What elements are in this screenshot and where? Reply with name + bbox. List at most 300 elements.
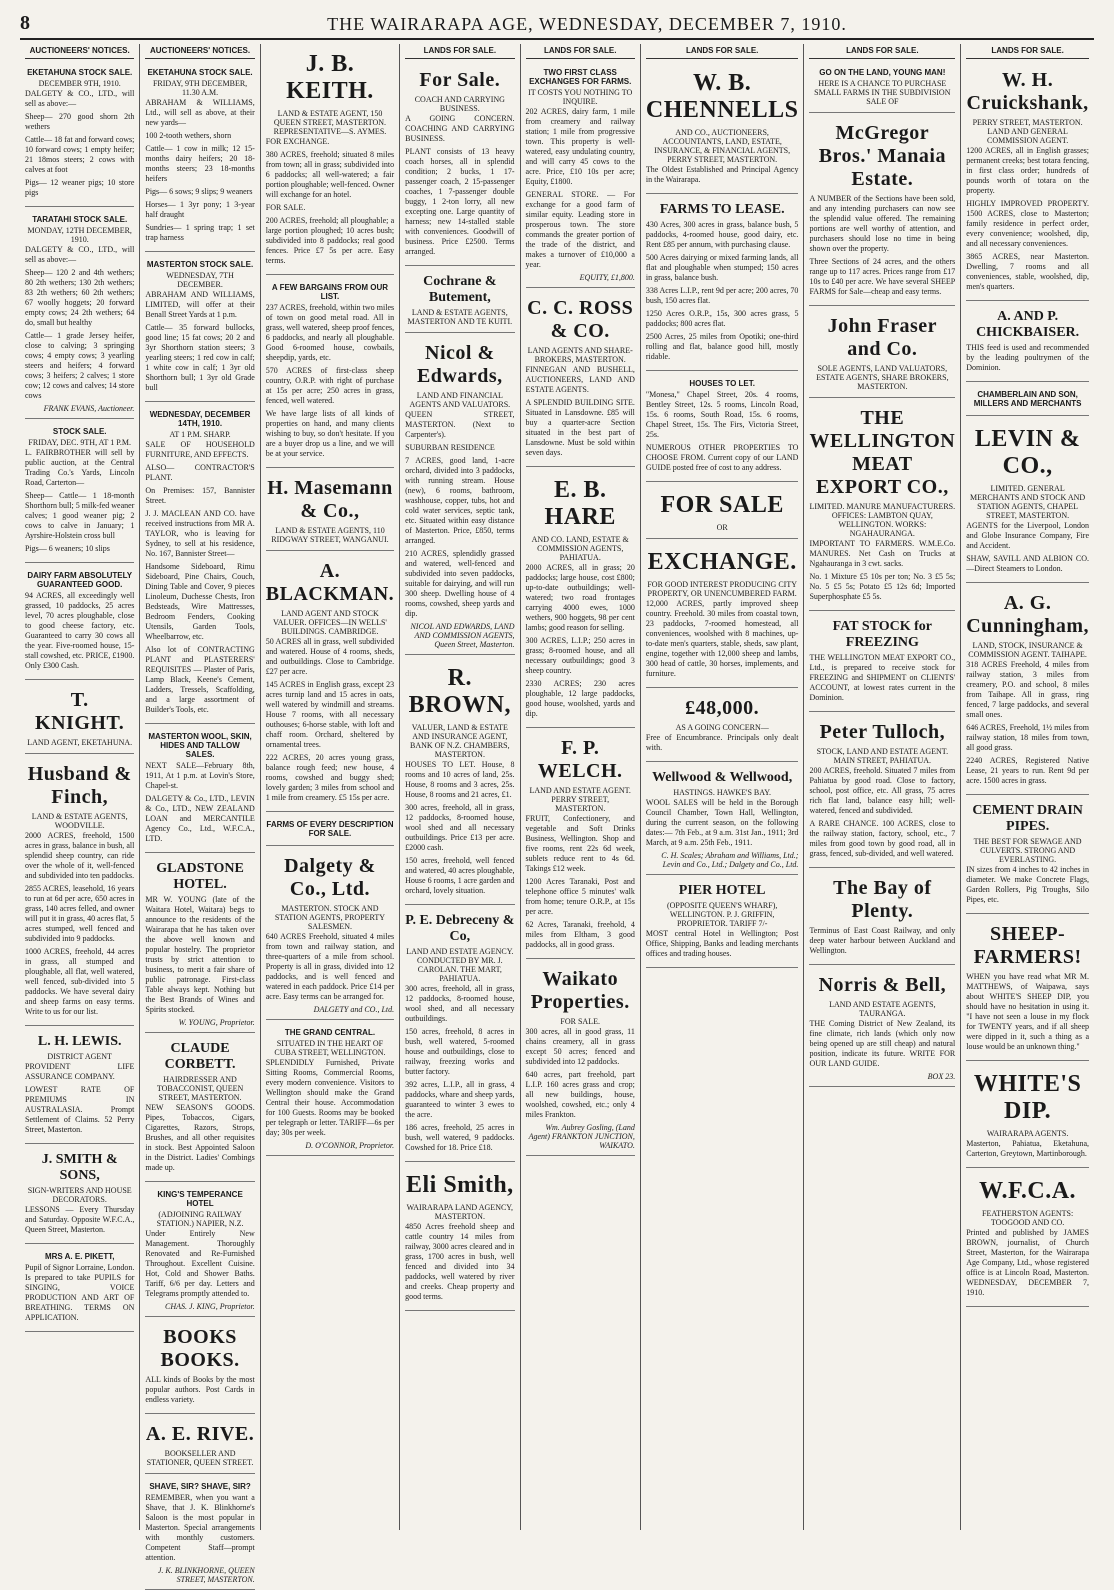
advertisement <box>966 385 1089 416</box>
advertisement <box>966 1064 1089 1168</box>
ad-title: LEVIN & CO., <box>974 426 1081 479</box>
ad-title: A. G. Cunningham, <box>966 592 1089 637</box>
ad-paragraph: QUEEN STREET, MASTERTON. (Next to Carpenter's). <box>405 410 515 439</box>
ad-title: PIER HOTEL <box>678 883 766 898</box>
ad-title: Eli Smith, <box>405 1172 514 1198</box>
ad-body <box>145 440 254 715</box>
ad-body <box>25 89 134 198</box>
ad-body <box>145 895 254 1015</box>
ad-body <box>405 984 514 1153</box>
ad-body <box>25 1205 134 1235</box>
ad-paragraph: 300 acres, all in good grass, 11 chains creamery, all in grass except 50 acres; fenced and subdivided into 12 paddocks. <box>525 1027 635 1066</box>
ad-title: A. AND P. CHICKBAISER. <box>976 309 1080 340</box>
ad-subtitle: DECEMBER 9TH, 1910. <box>38 79 121 88</box>
ad-subtitle: OR <box>716 523 728 532</box>
ad-subtitle: LAND AGENT, EKETAHUNA. <box>27 738 133 747</box>
advertisement <box>526 63 635 288</box>
ad-signature: D. O'CONNOR, Proprietor. <box>305 1141 395 1150</box>
advertisement <box>809 401 955 611</box>
ad-paragraph: Cattle— 18 fat and forward cows; 10 forward cows; 1 empty heifer; 21 18mos steers; 2 cows with calves at foot <box>25 135 135 174</box>
ad-paragraph: 7 ACRES, good land, 1-acre orchard, divided into 3 paddocks, with running stream. House (new), 6 rooms, bathroom, washhouse, copper, tubs, hot and cold water services, septic tank, etc. Situated within easy distance of Masterton. Price, £850, terms arranged. <box>405 456 515 545</box>
ad-paragraph: 338 Acres L.I.P., rent 9d per acre; 200 acres, 70 bush, 150 acres flat. <box>645 286 799 305</box>
ad-paragraph: 2240 ACRES, Registered Native Lease, 21 years to run. Rent 9d per acre. 1500 acres in grass. <box>966 756 1089 785</box>
masthead <box>20 10 1094 40</box>
ad-body <box>145 98 254 243</box>
advertisement <box>966 1171 1089 1307</box>
ad-title: L. H. LEWIS. <box>37 1034 122 1049</box>
ad-body <box>405 1222 514 1302</box>
advertisement <box>405 1165 514 1311</box>
columns <box>20 44 1094 1584</box>
ad-subtitle: AS A GOING CONCERN— <box>675 723 769 732</box>
ad-title: FOR SALE <box>660 492 784 518</box>
ad-paragraph: THE Coming District of New Zealand, its fine climate, rich lands (which only now being opened up are still cheap) and natural position, indicate its future. WRITE FOR OUR LAND GUIDE. <box>809 1019 956 1068</box>
advertisement <box>266 44 394 275</box>
ad-paragraph: Pigs— 6 weaners; 10 slips <box>25 544 110 553</box>
ad-body <box>966 343 1089 373</box>
ad-body <box>526 1027 635 1120</box>
ad-body <box>526 814 635 950</box>
ad-paragraph: HOUSES TO LET. House, 8 rooms and 10 acres of land, 25s. House, 8 rooms and 3 acres, 25s. House, 8 rooms and 21 acres, £1. <box>405 760 515 799</box>
ad-title: F. P. WELCH. <box>537 737 623 782</box>
ad-paragraph: L. FAIRBROTHER will sell by public auction, at the Central Trading Co.'s Yards, Lincoln Road, Carterton— <box>25 448 135 487</box>
ad-paragraph: 2330 ACRES; 230 acres ploughable, 12 large paddocks, good house, woolshed, yards and dip. <box>525 679 635 718</box>
ad-body <box>966 972 1089 1052</box>
ad-body <box>966 146 1089 292</box>
advertisement <box>405 658 514 905</box>
ad-paragraph: 300 ACRES, L.I.P.; 250 acres in grass; 8-roomed house, and all necessary outbuildings; good 3 sheep country. <box>525 636 635 675</box>
column-7 <box>804 44 961 1530</box>
ad-body <box>405 114 514 257</box>
ad-paragraph: A SPLENDID BUILDING SITE. Situated in Lansdowne. £85 will buy a quarter-acre Section situated in the best part of Lansdowne. Must be sold within seven days. <box>525 398 635 457</box>
column-header: AUCTIONEERS' NOTICES. <box>25 44 134 59</box>
ad-paragraph: Pigs— 6 sows; 9 slips; 9 weaners <box>145 187 253 196</box>
advertisement <box>405 336 514 655</box>
ad-subtitle: BOOKSELLER AND STATIONER, QUEEN STREET. <box>146 1449 254 1467</box>
advertisement <box>646 765 799 875</box>
ad-paragraph: 50 ACRES all in grass, well subdivided and watered. House of 4 rooms, sheds, and outbuildings. Close to Cambridge. £27 per acre. <box>265 637 395 676</box>
column-8 <box>961 44 1094 1530</box>
column-2 <box>140 44 260 1584</box>
ad-subtitle: FRIDAY, 9TH DECEMBER, 11.30 A.M. <box>152 79 248 97</box>
ad-paragraph: Sheep— 120 2 and 4th wethers; 80 2th wethers; 130 2th wethers; 83 2th wethers; 60 2th wethers; 67 woolly hoggets; 20 forward empty cows; 24 2th wethers; 64 do, small but healthy <box>25 268 135 327</box>
ad-signature: Wm. Aubrey Gosling, (Land Agent) FRANKTON JUNCTION, WAIKATO. <box>528 1123 635 1150</box>
ad-paragraph: LESSONS — Every Thursday and Saturday. Opposite W.F.C.A., Queen Street, Masterton. <box>25 1205 135 1234</box>
ad-subtitle: LAND AND ESTATE AGENCY. CONDUCTED BY MR. J. CAROLAN. THE MART, PAHIATUA. <box>406 947 514 983</box>
ad-paragraph: Pupil of Signor Lorraine, London. Is prepared to take PUPILS for SINGING, VOICE PRODUCTION AND ART OF BREATHING. TERMS ON APPLICATION. <box>25 1263 135 1322</box>
advertisement <box>966 798 1089 914</box>
ad-subtitle: LAND AGENTS AND SHARE-BROKERS, MASTERTON. <box>527 346 633 364</box>
ad-title: GO ON THE LAND, YOUNG MAN! <box>819 68 946 77</box>
ad-paragraph: FRUIT, Confectionery, and vegetable and Soft Drinks Business, Wellington. Shop and five rooms, rent 22s 6d week, sublets reduce rent to 4s 6d. Takings £12 week. <box>525 814 635 873</box>
advertisement <box>25 757 134 1026</box>
advertisement <box>809 968 955 1087</box>
ad-title: Dalgety & Co., Ltd. <box>284 855 376 900</box>
advertisement <box>266 849 394 1020</box>
ad-paragraph: ABRAHAM AND WILLIAMS, LIMITED, will offer at their Benall Street Yards at 1 p.m. <box>145 290 255 319</box>
ad-subtitle: VALUER, LAND & ESTATE AND INSURANCE AGENT, BANK OF N.Z. CHAMBERS, MASTERTON. <box>410 723 510 759</box>
ad-subtitle: WAIRARAPA AGENTS. <box>986 1129 1069 1138</box>
column-header: LANDS FOR SALE. <box>526 44 635 59</box>
ad-title: CLAUDE CORBETT. <box>164 1041 236 1072</box>
ad-title: EKETAHUNA STOCK SALE. <box>147 68 253 77</box>
ad-title: R. BROWN, <box>408 665 511 718</box>
ad-title: KING'S TEMPERANCE HOTEL <box>157 1190 243 1208</box>
column-5 <box>521 44 641 1530</box>
ad-paragraph: 646 ACRES, Freehold, 1½ miles from railway station, 18 miles from town, all good grass. <box>966 723 1089 752</box>
newspaper-title: THE WAIRARAPA AGE, WEDNESDAY, DECEMBER 7, 1910. <box>327 14 847 34</box>
ad-paragraph: Cattle— 35 forward bullocks, good line; 15 fat cows; 20 2 and 3yr Shorthorn station steers; 3 yearling steers; 1 red cow in calf; 1 white cow in calf; 1 3yr old Shorthorn bull; 1 3yr old Grade bull <box>145 323 255 392</box>
ad-title: W. B. CHENNELLS <box>645 70 799 123</box>
ad-paragraph: IMPORTANT TO FARMERS. W.M.E.Co. MANURES. Net Cash on Trucks at Ngahauranga in 3 cwt. sacks. <box>809 539 956 568</box>
ad-paragraph: WOOL SALES will be held in the Borough Council Chamber, Town Hall, Wellington, during the current season, on the following dates:— 7th Feb., at 9 a.m. 31st Jan., 1911; 3rd March, at 9 a.m. 25th Feb., 1911. <box>645 798 799 847</box>
ad-subtitle: LAND AND ESTATE AGENT. PERRY STREET, MASTERTON. <box>529 786 631 813</box>
ad-signature: BOX 23. <box>927 1072 956 1081</box>
ad-subtitle: LAND AND FINANCIAL AGENTS AND VALUATORS. <box>409 391 511 409</box>
advertisement <box>646 691 799 762</box>
ad-subtitle: LAND, STOCK, INSURANCE & COMMISSION AGENT. TAIHAPE. <box>968 641 1087 659</box>
advertisement <box>25 1029 134 1144</box>
ad-signature: DALGETY and CO., Ltd. <box>313 1005 395 1014</box>
ad-paragraph: 300 acres, freehold, all in grass, 12 paddocks, 8-roomed house, wool shed, and all necessary outbuildings. <box>405 984 515 1023</box>
advertisement <box>266 471 394 551</box>
ad-paragraph: DALGETY & CO., LTD., will sell as above:— <box>25 245 135 264</box>
advertisement <box>25 63 134 207</box>
ad-signature: NICOL AND EDWARDS, LAND AND COMMISSION AGENTS, Queen Street, Masterton. <box>410 622 515 649</box>
column-header: LANDS FOR SALE. <box>405 44 514 59</box>
ad-body <box>809 766 955 859</box>
ad-subtitle: HERE IS A CHANCE TO PURCHASE SMALL FARMS IN THE SUBDIVISION SALE OF <box>814 79 951 106</box>
ad-paragraph: We have large lists of all kinds of properties on hand, and many clients wishing to buy, so don't hesitate. If you are a buyer drop us a line, and we will be at your service. <box>265 409 395 458</box>
ad-title: BOOKS BOOKS. <box>160 1326 240 1371</box>
ad-paragraph: NUMEROUS OTHER PROPERTIES TO CHOOSE FROM. Current copy of our LAND GUIDE posted free of cost to any address. <box>645 443 799 472</box>
ad-body <box>25 448 134 554</box>
ad-paragraph: 640 acres, part freehold, part L.I.P. 160 acres grass and crop; all new buildings, house, woolshed, cowshed, etc.; only 4 miles Frankton. <box>525 1070 635 1119</box>
ad-paragraph: The Oldest Established and Principal Agency in the Wairarapa. <box>645 165 799 184</box>
ad-title: DAIRY FARM ABSOLUTELY GUARANTEED GOOD. <box>27 571 133 589</box>
ad-title: SHEEP-FARMERS! <box>973 923 1082 968</box>
ad-body <box>966 1228 1089 1298</box>
ad-title: Norris & Bell, <box>818 974 947 996</box>
ad-body <box>966 865 1089 905</box>
advertisement <box>809 309 955 398</box>
advertisement <box>145 1185 254 1317</box>
ad-paragraph: 62 Acres, Taranaki, freehold, 4 miles from Eltham, 3 good paddocks, all in good grass. <box>525 920 635 949</box>
column-1 <box>20 44 140 1530</box>
ad-title: CEMENT DRAIN PIPES. <box>972 803 1083 834</box>
ad-body <box>526 107 635 270</box>
advertisement <box>809 63 955 113</box>
ad-paragraph: DALGETY & CO., LTD., will sell as above:— <box>25 89 135 108</box>
ad-signature: CHAS. J. KING, Proprietor. <box>165 1302 255 1311</box>
ad-title: Cochrane & Butement, <box>423 274 497 305</box>
ad-paragraph: Pigs— 12 weaner pigs; 10 store pigs <box>25 178 135 197</box>
ad-title: SHAVE, SIR? SHAVE, SIR? <box>149 1482 251 1491</box>
ad-body <box>646 390 799 473</box>
ad-title: THE GRAND CENTRAL. <box>284 1028 376 1037</box>
ad-title: A FEW BARGAINS FROM OUR LIST. <box>271 283 389 301</box>
advertisement <box>526 470 635 728</box>
ad-paragraph: 202 ACRES, dairy farm, 1 mile from creamery and railway station; 1 mile from progressive town. This property is well-watered, easy undulating country, and will carry 45 cows to the acre. Price, £10 10s per acre; Equity, £1800. <box>525 107 635 186</box>
advertisement <box>646 878 799 968</box>
ad-body <box>646 929 799 959</box>
ad-title: E. B. HARE <box>544 477 616 530</box>
advertisement <box>646 63 799 194</box>
advertisement <box>25 566 134 680</box>
ad-paragraph: WHEN you have read what MR M. MATTHEWS, of Waipawa, says about WHITE'S SHEEP DIP, you should have no hesitation in using it. "I have not seen a louse in my flock for TWENTY years, and if all sheep were dipped in it, such a thing as a louse would be an unknown thing." <box>966 972 1089 1051</box>
advertisement <box>646 374 799 482</box>
ad-subtitle: COACH AND CARRYING BUSINESS. <box>414 95 505 113</box>
ad-title: MRS A. E. PIKETT, <box>44 1252 115 1261</box>
ad-title: For Sale. <box>419 69 501 91</box>
ad-paragraph: ALSO— CONTRACTOR'S PLANT. <box>145 463 255 482</box>
ad-paragraph: 318 ACRES Freehold, 4 miles from railway station, 3 miles from creamery, P.O. and school, 8 miles from Taihape. All in grass, ring fenced, 7 large paddocks, and several small ones. <box>966 660 1089 719</box>
advertisement <box>526 291 635 467</box>
advertisement <box>25 210 134 419</box>
ad-title: Husband & Finch, <box>27 763 132 808</box>
ad-paragraph: MR W. YOUNG (late of the Waitara Hotel, Waitara) begs to announce to the residents of the Wairarapa that he has taken over the above well known and popular hostelry. The proprietor trusts by strict attention to business, to merit a fair share of public patronage. First-class Table always kept. Nothing but the Best Brands of Wines and Spirits stocked. <box>145 895 255 1014</box>
ad-paragraph: Free of Encumbrance. Principals only dealt with. <box>645 733 799 752</box>
ad-title: CHAMBERLAIN AND SON, MILLERS AND MERCHANTS <box>973 390 1082 408</box>
ad-paragraph: DALGETY & Co., LTD., LEVIN & Co., LTD., NEW ZEALAND LOAN and MERCANTILE Agency Co., Ltd., W.F.C.A., LTD. <box>145 794 255 843</box>
advertisement <box>966 586 1089 795</box>
ad-body <box>145 761 254 844</box>
advertisement <box>266 554 394 812</box>
ad-body <box>25 831 134 1017</box>
ad-paragraph: MOST central Hotel in Wellington; Post Office, Shipping, Banks and leading merchants offices and trading houses. <box>645 929 799 958</box>
ad-paragraph: HIGHLY IMPROVED PROPERTY. 1500 ACRES, close to Masterton; family residence in perfect order, every convenience; woolshed, dip, and all necessary conveniences. <box>966 199 1089 248</box>
ad-title: The Bay of Plenty. <box>833 877 932 922</box>
advertisement <box>25 422 134 563</box>
ad-subtitle: STOCK, LAND AND ESTATE AGENT. MAIN STREET, PAHIATUA. <box>816 747 949 765</box>
ad-title: MASTERTON WOOL, SKIN, HIDES AND TALLOW SALES. <box>148 732 252 759</box>
ad-paragraph: 150 acres, freehold, well fenced and watered, 40 acres ploughable, House 6 rooms, 1 acre garden and orchard, lovely situation. <box>405 856 515 895</box>
ad-title: P. E. Debreceny & Co, <box>405 913 515 944</box>
ad-subtitle: LAND AND ESTATE AGENTS, TAURANGA. <box>829 1000 936 1018</box>
ad-body <box>145 1103 254 1173</box>
ad-title: W.F.C.A. <box>979 1178 1077 1204</box>
ad-paragraph: FOR EXCHANGE. <box>265 137 330 146</box>
ad-paragraph: 210 ACRES, splendidly grassed and watered, well-fenced and subdivided into seven paddocks, suitable for dairying, and will run 300 sheep. Dwelling house of 4 rooms, cowshed, sheep yards and dip. <box>405 549 515 618</box>
ad-body <box>646 599 799 679</box>
ad-paragraph: A RARE CHANCE. 100 ACRES, close to the railway station, factory, school, etc., 7 miles from good town by good road, all in grass, fenced, sub-divided, and well watered. <box>809 819 956 858</box>
advertisement <box>266 1023 394 1156</box>
ad-body <box>646 798 799 848</box>
ad-subtitle: FEATHERSTON AGENTS: TOOGOOD AND CO. <box>982 1209 1074 1227</box>
ad-paragraph: Sheep— 270 good shorn 2th wethers <box>25 112 135 131</box>
ad-title: WHITE'S DIP. <box>973 1071 1082 1124</box>
ad-paragraph: NEW SEASON'S GOODS. Pipes, Tobaccos, Cigars, Cigarettes, Razors, Strops, Brushes, and all other requisites in stock. Best Appointed Saloon in the District. Ladies' Combings made up. <box>145 1103 255 1172</box>
ad-signature: EQUITY, £1,800. <box>579 273 635 282</box>
ad-subtitle: SIGN-WRITERS AND HOUSE DECORATORS. <box>27 1186 132 1204</box>
ad-title: W. H. Cruickshank, <box>966 69 1089 114</box>
ad-title: Peter Tulloch, <box>819 721 946 743</box>
ad-paragraph: 150 acres, freehold, 8 acres in bush, well watered, 5-roomed house and outbuildings, close to railway, freezing works and butter factory. <box>405 1027 515 1076</box>
ad-paragraph: 570 ACRES of first-class sheep country, O.R.P. with right of purchase at 15s per acre; 250 acres in grass, fenced, well watered. <box>265 366 395 405</box>
ad-subtitle: MONDAY, 12TH DECEMBER, 1910. <box>27 226 132 244</box>
ad-subtitle: LAND & ESTATE AGENT, 150 QUEEN STREET, MASTERTON. REPRESENTATIVE—S. AYMES. <box>273 109 387 136</box>
ad-body <box>809 539 955 602</box>
ad-title: Wellwood & Wellwood, <box>652 770 793 785</box>
ad-paragraph: 300 acres, freehold, all in grass, 12 paddocks, 8-roomed house, wool shed and all necessary outbuildings. Price £13 per acre. £2000 cash. <box>405 803 515 852</box>
ad-title: EKETAHUNA STOCK SALE. <box>27 68 133 77</box>
ad-paragraph: ALL kinds of Books by the most popular authors. Post Cards in endless variety. <box>145 1375 255 1404</box>
advertisement <box>145 1320 254 1414</box>
ad-paragraph: LOWEST RATE OF PREMIUMS IN AUSTRALASIA. Prompt Settlement of Claims. 52 Perry Street, Masterton. <box>25 1085 135 1134</box>
ad-body <box>809 1019 955 1069</box>
ad-body <box>405 410 514 619</box>
ad-title: T. KNIGHT. <box>35 689 125 734</box>
advertisement <box>145 63 254 252</box>
ad-body <box>266 1058 394 1138</box>
ad-subtitle: LIMITED. GENERAL MERCHANTS AND STOCK AND STATION AGENTS, CHAPEL STREET, MASTERTON. <box>970 484 1086 520</box>
ad-paragraph: 100 2-tooth wethers, shorn <box>145 131 232 140</box>
ad-body <box>646 220 799 362</box>
advertisement <box>266 278 394 468</box>
ad-title: A. E. RIVE. <box>145 1423 255 1445</box>
ad-paragraph: NEXT SALE—February 8th, 1911, At 1 p.m. at Lovin's Store, Chapel-st. <box>145 761 255 790</box>
ad-paragraph: 392 acres, L.I.P., all in grass, 4 paddocks, whare and sheep yards, guaranteed to winter 3 ewes to the acre. <box>405 1080 515 1119</box>
ad-subtitle: AT 1 P.M. SHARP. <box>169 430 231 439</box>
ad-paragraph: 2000 ACRES, all in grass; 20 paddocks; large house, cost £800; up-to-date outbuildings; well-watered; two road frontages carrying 4000 ewes, 1000 wethers, 900 hoggets, 98 per cent lambs; good reason for selling. <box>525 563 635 632</box>
ad-subtitle: (OPPOSITE QUEEN'S WHARF), WELLINGTON. P. J. GRIFFIN, PROPRIETOR. TARIFF 7/- <box>666 901 778 928</box>
ad-paragraph: 237 ACRES, freehold, within two miles of town on good metal road. All in grass, well watered, sheep proof fences, 6 paddocks, and nearly all ploughable. Good 6-roomed house, cowbails, sheepdip, yards, etc. <box>265 303 395 362</box>
ad-paragraph: Also lot of CONTRACTING PLANT and PLASTERERS' REQUISITES — Plaster of Paris, Lamp Black, Keene's Cement, Ladders, Tressels, Scaffolding, and a large assortment of Builder's Tools, etc. <box>145 645 255 714</box>
advertisement <box>25 683 134 754</box>
ad-body <box>266 932 394 1002</box>
ad-body <box>145 1229 254 1299</box>
ad-body <box>145 290 254 393</box>
advertisement <box>809 871 955 965</box>
ad-paragraph: Printed and published by JAMES BROWN, journalist, of Church Street, Masterton, for the Wairarapa Age Company, Ltd., whose registered office is at Lincoln Road, Masterton. WEDNESDAY, DECEMBER 7, 1910. <box>966 1228 1089 1297</box>
ad-body <box>966 1139 1089 1159</box>
ad-subtitle: WAIRARAPA LAND AGENCY, MASTERTON. <box>406 1203 514 1221</box>
advertisement <box>809 614 955 712</box>
ad-paragraph: 200 ACRES, freehold; all ploughable; a large portion ploughed; 10 acres bush; subdivided into 8 paddocks; real good fences. Price £7 5s per acre. Easy terms. <box>265 216 395 265</box>
ad-body <box>266 637 394 803</box>
ad-subtitle: FOR SALE. <box>560 1017 600 1026</box>
advertisement <box>145 856 254 1033</box>
ad-paragraph: SPLENDIDLY Furnished, Private Sitting Rooms, Commercial Rooms, every modern convenience. Visitors to Wellington should make the Grand Central their house. Accommodation for 100 Guests. Rooms may be booked per telegraph or letter. TARIFF—6s per day; 30s per week. <box>265 1058 395 1137</box>
ad-paragraph: 1200 ACRES, all in English grasses; permanent creeks; best totara fencing, in first class order; hundreds of pounds worth of totara on the property. <box>966 146 1089 195</box>
ad-paragraph: FOR SALE. <box>265 203 306 212</box>
column-header: AUCTIONEERS' NOTICES. <box>145 44 254 59</box>
advertisement <box>266 815 394 846</box>
ad-paragraph: SUBURBAN RESIDENCE <box>405 443 495 452</box>
ad-title: McGregor Bros.' Manaia Estate. <box>818 122 946 190</box>
ad-body <box>25 1062 134 1135</box>
ad-paragraph: Masterton, Pahiatua, Eketahuna, Carterton, Greytown, Martinborough. <box>966 1139 1089 1158</box>
ad-paragraph: 500 Acres dairying or mixed farming lands, all flat and ploughable when stumped; 150 acres in grass, balance bush. <box>645 253 799 282</box>
ad-body <box>145 1493 254 1563</box>
advertisement <box>966 304 1089 382</box>
advertisement <box>145 1036 254 1182</box>
ad-paragraph: 3865 ACRES, near Masterton. Dwelling, 7 rooms and all conveniences, stable, woolshed, dip, men's quarters. <box>966 252 1089 291</box>
ad-title: Nicol & Edwards, <box>416 342 503 387</box>
ad-subtitle: LAND & ESTATE AGENTS, 110 RIDGWAY STREET, WANGANUI. <box>271 526 389 544</box>
ad-body <box>145 1375 254 1405</box>
column-4 <box>400 44 520 1530</box>
ad-title: MASTERTON STOCK SALE. <box>146 260 254 269</box>
ad-title: HOUSES TO LET. <box>689 379 755 388</box>
ad-paragraph: Sheep— Cattle— 1 18-month Shorthorn bull; 5 milk-fed weaner calves; 1 good weaner pig; 2 cows to calve in January; 1 Ayrshire-Holstein cross bull <box>25 491 135 540</box>
ad-paragraph: A NUMBER of the Sections have been sold, and any intending purchasers can now see the splendid value offered. The remaining portions are well worthy of attention, and purchasers should lose no time in being shown over the property. <box>809 194 956 253</box>
ad-subtitle: LIMITED. MANURE MANUFACTURERS. OFFICES: LAMBTON QUAY, WELLINGTON. WORKS: NGAHAURANGA. <box>809 502 956 538</box>
advertisement <box>646 197 799 371</box>
ad-paragraph: 4850 Acres freehold sheep and cattle country 14 miles from railway, 3000 acres cleared and in grass, 1700 acres in bush, well fenced and divided into 34 paddocks, well watered by river and creeks. Cheap property and good terms. <box>405 1222 515 1301</box>
ad-body <box>25 1263 134 1323</box>
ad-body <box>966 660 1089 786</box>
advertisement <box>966 63 1089 301</box>
advertisement <box>25 1247 134 1332</box>
ad-signature: W. YOUNG, Proprietor. <box>178 1018 255 1027</box>
advertisement <box>145 1477 254 1590</box>
column-header: LANDS FOR SALE. <box>809 44 955 59</box>
ad-paragraph: Three Sections of 24 acres, and the others range up to 117 acres. Prices range from £17 10s to £40 per acre. We have several SHEEP FARMS for Sale—cheap and easy terms. <box>809 257 956 296</box>
ad-paragraph: 2855 ACRES, leasehold, 16 years to run at 6d per acre, 650 acres in grass, 140 acres felled, and owner will put it in grass, 40 acres flat, 5 acres stumped, well fenced and subdivided into 9 paddocks. <box>25 884 135 943</box>
ad-body <box>25 591 134 671</box>
ad-subtitle: IT COSTS YOU NOTHING TO INQUIRE. <box>528 88 633 106</box>
ad-title: EXCHANGE. <box>647 549 797 575</box>
ad-body <box>966 521 1089 574</box>
ad-title: FAT STOCK for FREEZING <box>832 619 932 650</box>
ad-subtitle: HASTINGS. HAWKE'S BAY. <box>673 788 772 797</box>
ad-subtitle: SITUATED IN THE HEART OF CUBA STREET, WELLINGTON. <box>274 1039 386 1057</box>
ad-paragraph: 12,000 ACRES, partly improved sheep country. Freehold. 30 miles from coastal town, 23 paddocks, 7-roomed homestead, all conveniences, woolshed with 8 machines, up-to-date men's quarters, stable, sheds, saw plant, engine, together with 12,000 sheep and lambs, 300 head of cattle, 30 horses, implements, and furniture. <box>645 599 799 678</box>
advertisement <box>809 715 955 868</box>
ad-body <box>526 365 635 458</box>
ad-paragraph: 1200 Acres Taranaki, Post and telephone office 5 minutes' walk from home; tenure O.R.P., at 15s per acre. <box>525 877 635 916</box>
ad-title: TWO FIRST CLASS EXCHANGES FOR FARMS. <box>529 68 632 86</box>
ad-paragraph: SHAW, SAVILL AND ALBION CO.—Direct Steamers to London. <box>966 554 1089 573</box>
ad-title: FARMS OF EVERY DESCRIPTION FOR SALE. <box>266 820 394 838</box>
ad-signature: FRANK EVANS, Auctioneer. <box>43 404 135 413</box>
ad-title: John Fraser and Co. <box>827 315 938 360</box>
ad-paragraph: 222 ACRES, 20 acres young grass, balance rough feed; new house, 4 rooms, cowshed and buggy shed; lovely garden; 3 miles from school and 1 mile from creamery. £5 15s per acre. <box>265 753 395 802</box>
ad-paragraph: Cattle— 1 grade Jersey heifer, close to calving; 3 springing cows; 4 empty cows; 3 yearling steers and heifers; 4 forward cows; 3 heifers; 2 calves; 1 store cow; 12 cows and calves; 14 store cows <box>25 331 135 400</box>
ad-paragraph: 1000 ACRES, freehold, 44 acres in grass, all stumped and ploughable, all flat, well watered, well fenced, sub-divided into 5 paddocks. We have several dairy and sheep farms on easy terms. Write to us for our list. <box>25 947 135 1016</box>
ad-paragraph: ABRAHAM & WILLIAMS, Ltd., will sell as above, at their new yards— <box>145 98 255 127</box>
ad-paragraph: 145 ACRES in English grass, except 23 acres turnip land and 15 acres in oats, well watered by windmill and streams. House 7 rooms, with all necessary outhouses; 6-horse stable, with loft and chaff room. Orchard, sheltered by ornamental trees. <box>265 680 395 749</box>
ad-paragraph: 200 ACRES, freehold. Situated 7 miles from Pahiatua by good road. Close to factory, school, post office, etc. All grass, 75 acres rich flat land, balance easy hill; well-watered, fenced and subdivided. <box>809 766 956 815</box>
ad-signature: J. K. BLINKHORNE, QUEEN STREET, MASTERTON. <box>157 1566 255 1584</box>
ad-paragraph: THIS feed is used and recommended by the leading poultrymen of the Dominion. <box>966 343 1089 372</box>
ad-title: C. C. ROSS & CO. <box>527 297 634 342</box>
ad-title: Waikato Properties. <box>530 968 630 1013</box>
ad-body <box>25 245 134 401</box>
ad-paragraph: A GOING CONCERN. COACHING AND CARRYING BUSINESS. <box>405 114 515 143</box>
column-header: LANDS FOR SALE. <box>966 44 1089 59</box>
ad-subtitle: (ADJOINING RAILWAY STATION.) NAPIER, N.Z. <box>156 1210 244 1228</box>
ad-title: THE WELLINGTON MEAT EXPORT CO., <box>809 407 956 498</box>
ad-body <box>266 137 394 266</box>
advertisement <box>809 116 955 306</box>
ad-subtitle: WEDNESDAY, 7TH DECEMBER. <box>166 271 234 289</box>
ad-title: TARATAHI STOCK SALE. <box>32 215 128 224</box>
ad-paragraph: 430 Acres, 300 acres in grass, balance bush, 5 paddocks, 4-roomed house, good dairy, etc. Rent £85 per annum, with purchasing clause. <box>645 220 799 249</box>
ad-subtitle: LAND & ESTATE AGENTS, WOODVILLE. <box>31 812 128 830</box>
page-number: 8 <box>20 12 30 34</box>
ad-paragraph: PLANT consists of 13 heavy coach horses, all in splendid condition; 2 bucks, 1 17-passenger coach, 2 15-passenger coaches, 1 7-passenger double buggy, 1 2-ton lorry, all new excepting one. Large quantity of harness; new 14-stalled stable with conveniences. Goodwill of business. Price £2500. Terms arranged. <box>405 147 515 256</box>
ad-paragraph: AGENTS for the Liverpool, London and Globe Insurance Company, Fire and Accident. <box>966 521 1089 550</box>
ad-title: H. Masemann & Co., <box>267 477 393 522</box>
ad-title: WEDNESDAY, DECEMBER 14TH, 1910. <box>149 410 251 428</box>
ad-signature: C. H. Scales; Abraham and Williams, Ltd.; Levin and Co., Ltd.; Dalgety and Co., Ltd. <box>661 851 799 869</box>
ad-subtitle: MASTERTON. STOCK AND STATION AGENTS, PROPERTY SALESMEN. <box>274 904 386 931</box>
ad-body <box>646 733 799 753</box>
ad-title: STOCK SALE. <box>52 427 107 436</box>
ad-paragraph: Handsome Sideboard, Rimu Sideboard, Pine Chairs, Couch, Dining Table and Cover, 9 pieces Linoleum, Duchesse Chests, Iron Bedsteads, Wire Mattresses, Bedroom Fenders, Cooking Utensils, Garden Tools, Wheelbarrow, etc. <box>145 562 255 641</box>
